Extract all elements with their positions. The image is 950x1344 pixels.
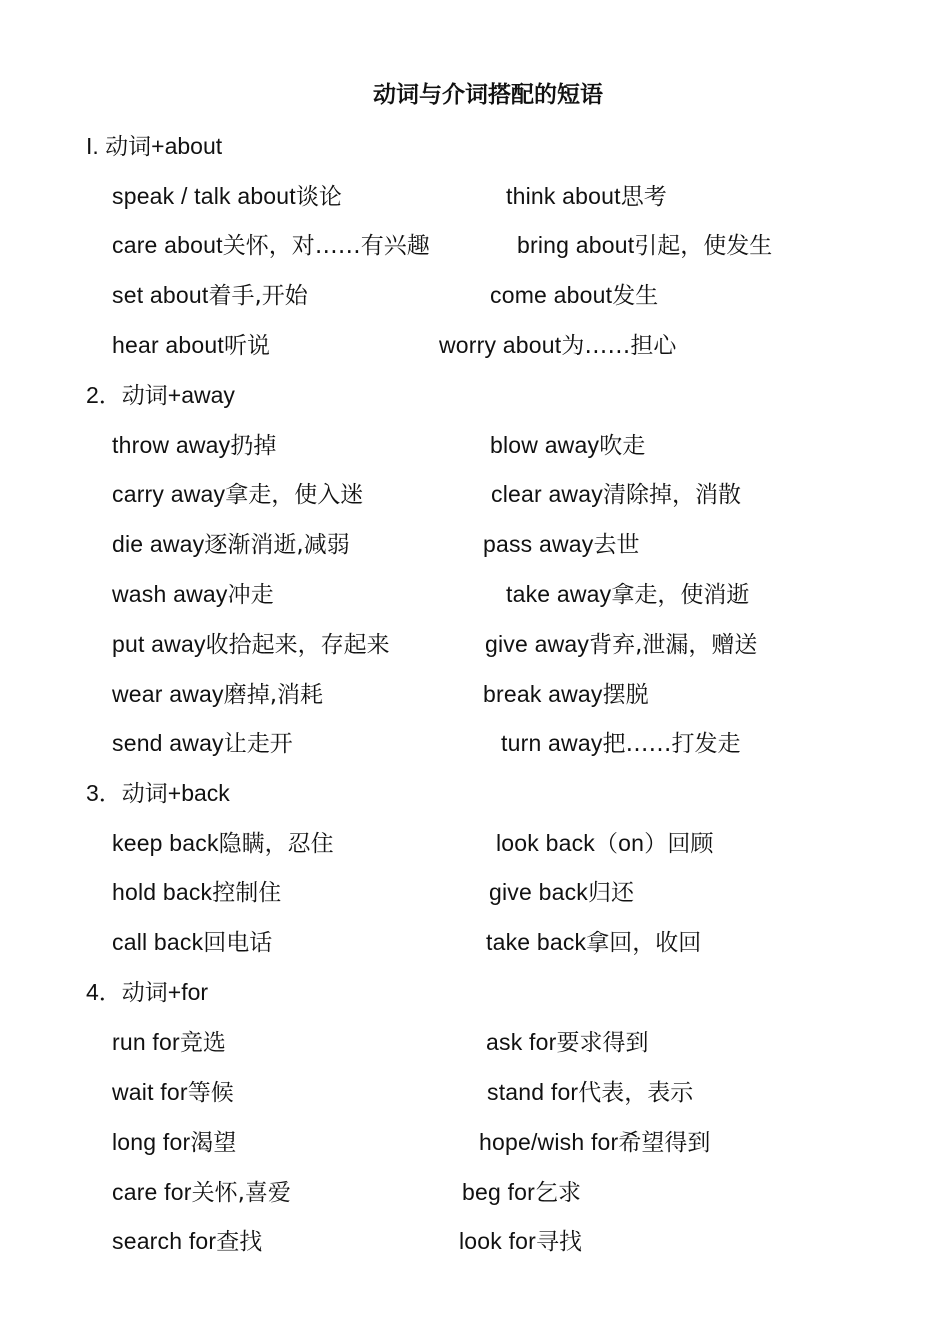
phrase-right: stand for代表，表示 [487,1079,694,1106]
page-title: 动词与介词搭配的短语 [373,82,603,108]
phrase-left: search for查找 [112,1228,263,1255]
phrase-left: wear away磨掉,消耗 [112,681,324,708]
phrase-right: pass away去世 [483,531,640,558]
phrase-right: look back（on）回顾 [496,830,714,857]
phrase-right: bring about引起，使发生 [517,232,773,259]
phrase-left: call back回电话 [112,929,273,956]
phrase-left: hear about听说 [112,332,270,359]
section-heading-back: 3．动词+back [86,780,230,806]
phrase-left: put away收拾起来，存起来 [112,631,390,658]
phrase-right: look for寻找 [459,1228,583,1255]
phrase-right: hope/wish for希望得到 [479,1129,711,1156]
phrase-right: blow away吹走 [490,432,646,459]
phrase-left: carry away拿走，使入迷 [112,481,364,508]
phrase-right: turn away把……打发走 [501,730,741,757]
phrase-left: care for关怀,喜爱 [112,1179,291,1206]
phrase-right: think about思考 [506,183,667,210]
phrase-right: clear away清除掉，消散 [491,481,741,508]
phrase-right: break away摆脱 [483,681,649,708]
phrase-left: speak / talk about谈论 [112,183,342,210]
section-heading-about: I. 动词+about [86,133,223,159]
phrase-right: give away背弃,泄漏，赠送 [485,631,758,658]
phrase-right: come about发生 [490,282,659,309]
phrase-left: hold back控制住 [112,879,282,906]
phrase-left: throw away扔掉 [112,432,277,459]
phrase-left: care about关怀，对……有兴趣 [112,232,430,259]
phrase-right: worry about为……担心 [439,332,677,359]
phrase-left: die away逐渐消逝,减弱 [112,531,350,558]
phrase-left: set about着手,开始 [112,282,308,309]
phrase-right: beg for乞求 [462,1179,582,1206]
section-heading-for: 4．动词+for [86,979,209,1005]
phrase-left: keep back隐瞒，忍住 [112,830,334,857]
phrase-left: long for渴望 [112,1129,237,1156]
phrase-right: ask for要求得到 [486,1029,649,1056]
phrase-left: send away让走开 [112,730,293,757]
phrase-right: take back拿回，收回 [486,929,702,956]
phrase-left: wait for等候 [112,1079,234,1106]
phrase-left: wash away冲走 [112,581,274,608]
phrase-right: give back归还 [489,879,634,906]
section-heading-away: 2．动词+away [86,382,235,408]
phrase-right: take away拿走，使消逝 [506,581,750,608]
phrase-left: run for竞选 [112,1029,226,1056]
